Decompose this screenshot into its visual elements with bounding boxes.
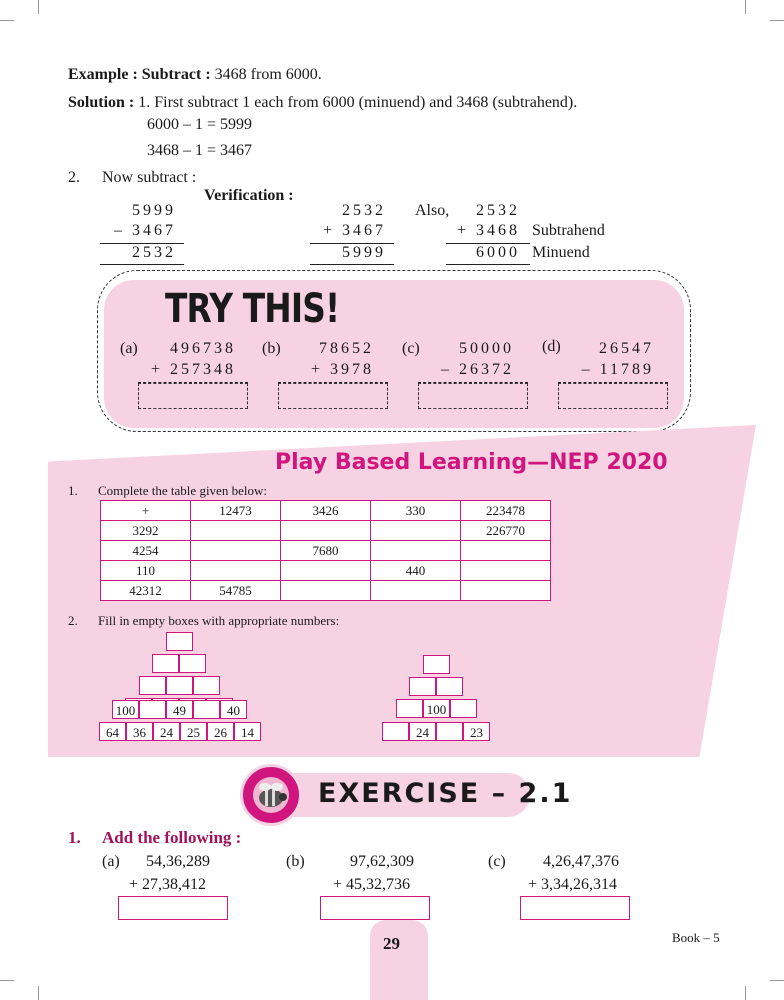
table-cell: 226770 bbox=[461, 521, 551, 541]
pyramid-box: 24 bbox=[409, 722, 436, 741]
example-label: Example : Subtract : bbox=[68, 66, 211, 83]
table-cell[interactable] bbox=[371, 541, 461, 561]
ex-b-answer-box[interactable] bbox=[320, 896, 430, 920]
step2-number: 2. bbox=[68, 169, 80, 186]
pyramid-box[interactable] bbox=[436, 677, 463, 696]
pyramid-box[interactable] bbox=[396, 699, 423, 718]
also-label: Also, bbox=[415, 202, 450, 219]
ex-a-bottom: + 27,38,412 bbox=[129, 876, 207, 893]
pyramid-box[interactable] bbox=[139, 676, 166, 695]
pyramid-box[interactable] bbox=[166, 676, 193, 695]
table-cell[interactable] bbox=[461, 541, 551, 561]
table-cell[interactable] bbox=[281, 581, 371, 601]
pyramid-box: 40 bbox=[220, 700, 247, 719]
pbl-q1-text: Complete the table given below: bbox=[98, 483, 267, 498]
try-c-label: (c) bbox=[402, 340, 420, 357]
table-cell: 110 bbox=[101, 561, 191, 581]
verification-label: Verification : bbox=[204, 187, 294, 204]
ver-bottom: + 3467 bbox=[322, 222, 386, 239]
pyramid-box[interactable] bbox=[193, 700, 220, 719]
table-cell[interactable] bbox=[371, 521, 461, 541]
ex-b-bottom: + 45,32,736 bbox=[333, 876, 411, 893]
ver-top: 2532 bbox=[342, 202, 386, 219]
try-d-top: 26547 bbox=[599, 340, 654, 357]
table-cell[interactable] bbox=[371, 581, 461, 601]
pyramid-box[interactable] bbox=[436, 722, 463, 741]
ex-a-answer-box[interactable] bbox=[118, 896, 228, 920]
sub-bottom: – 3467 bbox=[114, 222, 176, 239]
pyramid-box[interactable] bbox=[152, 654, 179, 673]
pbl-q1-number: 1. bbox=[68, 483, 78, 498]
table-cell[interactable] bbox=[461, 561, 551, 581]
solution-line bbox=[68, 94, 577, 112]
try-b-label: (b) bbox=[262, 340, 281, 357]
crop-mark bbox=[38, 0, 39, 14]
try-a-answer-box[interactable] bbox=[138, 383, 248, 409]
example-line bbox=[68, 66, 322, 84]
solution-step1: 1. First subtract 1 each from 6000 (minuend) and 3468 (subtrahend). bbox=[138, 94, 578, 111]
try-this-title: TRY THIS! bbox=[165, 286, 340, 332]
table-cell: 223478 bbox=[461, 501, 551, 521]
table-cell: 440 bbox=[371, 561, 461, 581]
ver-rule-bottom bbox=[310, 264, 394, 265]
ex-b-top: 97,62,309 bbox=[350, 853, 414, 870]
pbl-q2-number: 2. bbox=[68, 613, 78, 628]
exercise-q-number: 1. bbox=[68, 828, 81, 847]
pyramid-box: 23 bbox=[463, 722, 490, 741]
subtrahend-label: Subtrahend bbox=[532, 222, 605, 239]
table-cell: 42312 bbox=[101, 581, 191, 601]
also-top: 2532 bbox=[476, 202, 520, 219]
pbl-q2-text: Fill in empty boxes with appropriate numbers: bbox=[98, 613, 340, 628]
table-cell: 7680 bbox=[281, 541, 371, 561]
calc-line-1: 6000 – 1 = 5999 bbox=[147, 116, 253, 133]
pyramid-box: 26 bbox=[207, 722, 234, 741]
pyramid-box[interactable] bbox=[409, 677, 436, 696]
pyramid-box: 14 bbox=[234, 722, 261, 741]
try-c-top: 50000 bbox=[459, 340, 514, 357]
sub-top: 5999 bbox=[132, 202, 176, 219]
table-cell[interactable] bbox=[191, 541, 281, 561]
sub-rule-bottom bbox=[100, 264, 184, 265]
ex-b-label: (b) bbox=[286, 853, 305, 870]
crop-mark bbox=[0, 20, 14, 21]
ex-c-top: 4,26,47,376 bbox=[543, 853, 619, 870]
table-row bbox=[101, 581, 551, 601]
ex-c-answer-box[interactable] bbox=[520, 896, 630, 920]
pyramid-box[interactable] bbox=[139, 700, 166, 719]
exercise-title: EXERCISE – 2.1 bbox=[318, 778, 573, 809]
table-cell: 3292 bbox=[101, 521, 191, 541]
try-a-top: 496738 bbox=[170, 340, 236, 357]
table-cell[interactable] bbox=[461, 581, 551, 601]
crop-mark bbox=[38, 986, 39, 1000]
pbl-title: Play Based Learning—NEP 2020 bbox=[275, 450, 668, 475]
example-text: 3468 from 6000. bbox=[214, 66, 322, 83]
ex-c-bottom: + 3,34,26,314 bbox=[528, 876, 618, 893]
sub-result: 2532 bbox=[132, 244, 176, 261]
pyramid-box: 100 bbox=[112, 700, 139, 719]
page-number: 29 bbox=[383, 934, 400, 953]
table-cell[interactable] bbox=[281, 561, 371, 581]
table-row bbox=[101, 541, 551, 561]
ex-c-label: (c) bbox=[488, 853, 506, 870]
table-cell: 3426 bbox=[281, 501, 371, 521]
try-a-bottom: + 257348 bbox=[150, 361, 236, 378]
table-row bbox=[101, 561, 551, 581]
pyramid-box[interactable] bbox=[382, 722, 409, 741]
try-b-top: 78652 bbox=[319, 340, 374, 357]
table-cell: 12473 bbox=[191, 501, 281, 521]
pyramid-box[interactable] bbox=[179, 654, 206, 673]
book-label: Book – 5 bbox=[672, 930, 720, 945]
table-cell[interactable] bbox=[191, 521, 281, 541]
crop-mark bbox=[770, 980, 784, 981]
page-number-tab bbox=[370, 920, 428, 1000]
try-d-answer-box[interactable] bbox=[558, 383, 668, 409]
crop-mark bbox=[0, 980, 14, 981]
table-row bbox=[101, 521, 551, 541]
try-d-bottom: – 11789 bbox=[581, 361, 654, 378]
also-bottom: + 3468 bbox=[456, 222, 520, 239]
pyramid-box[interactable] bbox=[423, 655, 450, 674]
crop-mark bbox=[745, 0, 746, 14]
calc-line-2: 3468 – 1 = 3467 bbox=[147, 142, 253, 159]
ver-result: 5999 bbox=[342, 244, 386, 261]
ex-a-label: (a) bbox=[102, 853, 120, 870]
bee-icon bbox=[240, 764, 302, 826]
try-b-answer-box[interactable] bbox=[278, 383, 388, 409]
try-b-bottom: + 3978 bbox=[310, 361, 374, 378]
ex-a-top: 54,36,289 bbox=[146, 853, 210, 870]
minuend-label: Minuend bbox=[532, 244, 590, 261]
pyramid-box: 100 bbox=[423, 699, 450, 718]
table-cell: 4254 bbox=[101, 541, 191, 561]
pyramid-box: 64 bbox=[99, 722, 126, 741]
pyramid-box[interactable] bbox=[166, 632, 193, 651]
table-cell: 54785 bbox=[191, 581, 281, 601]
table-cell[interactable] bbox=[281, 521, 371, 541]
try-c-bottom: – 26372 bbox=[441, 361, 514, 378]
table-cell: 330 bbox=[371, 501, 461, 521]
table-cell[interactable] bbox=[191, 561, 281, 581]
pyramid-box: 36 bbox=[126, 722, 153, 741]
pyramid-box[interactable] bbox=[450, 699, 477, 718]
bee-icon-graphic bbox=[243, 767, 299, 823]
try-a-label: (a) bbox=[120, 340, 138, 357]
also-result: 6000 bbox=[476, 244, 520, 261]
pyramid-box: 25 bbox=[180, 722, 207, 741]
try-c-answer-box[interactable] bbox=[418, 383, 528, 409]
also-rule-bottom bbox=[446, 264, 530, 265]
exercise-q-text: Add the following : bbox=[102, 828, 242, 847]
table-row bbox=[101, 501, 551, 521]
pyramid-box: 49 bbox=[166, 700, 193, 719]
solution-label: Solution : bbox=[68, 94, 135, 111]
crop-mark bbox=[745, 986, 746, 1000]
pyramid-box: 24 bbox=[153, 722, 180, 741]
crop-mark bbox=[770, 20, 784, 21]
try-d-label: (d) bbox=[542, 338, 561, 355]
addition-table bbox=[100, 500, 551, 601]
table-cell: + bbox=[101, 501, 191, 521]
pyramid-box[interactable] bbox=[193, 676, 220, 695]
step2-text: Now subtract : bbox=[102, 169, 197, 186]
